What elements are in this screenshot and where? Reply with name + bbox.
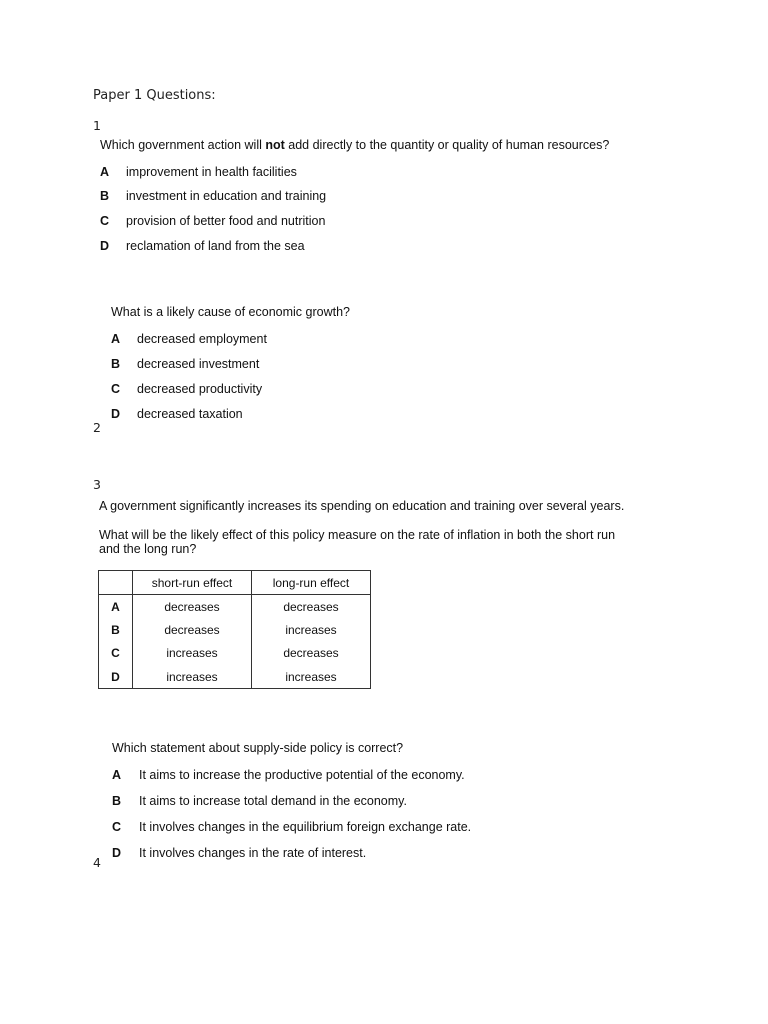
option-letter: C bbox=[112, 820, 122, 834]
option-letter: B bbox=[111, 357, 121, 371]
row-letter: D bbox=[99, 665, 133, 689]
effects-table bbox=[98, 570, 371, 689]
question-1-option-b bbox=[100, 189, 326, 203]
option-text: It aims to increase total demand in the economy. bbox=[139, 794, 407, 808]
question-4-option-b bbox=[112, 794, 407, 808]
question-4-option-a bbox=[112, 768, 465, 782]
table-header-row bbox=[99, 571, 371, 595]
table-header-short-run: short-run effect bbox=[133, 571, 252, 595]
option-text: It involves changes in the equilibrium foreign exchange rate. bbox=[139, 820, 472, 834]
table-header-long-run: long-run effect bbox=[252, 571, 371, 595]
option-letter: C bbox=[111, 382, 121, 396]
question-3-number: 3 bbox=[93, 477, 101, 492]
option-letter: C bbox=[100, 214, 110, 228]
option-text: provision of better food and nutrition bbox=[126, 214, 326, 228]
question-4-option-d bbox=[112, 846, 366, 860]
option-letter: D bbox=[100, 239, 110, 253]
row-long-run: increases bbox=[252, 618, 371, 642]
option-text: decreased investment bbox=[137, 357, 260, 371]
row-letter: C bbox=[99, 642, 133, 666]
question-2-option-a bbox=[111, 332, 267, 346]
row-long-run: decreases bbox=[252, 595, 371, 619]
option-text: improvement in health facilities bbox=[126, 165, 297, 179]
question-2-stem: What is a likely cause of economic growth? bbox=[111, 305, 350, 319]
question-1-option-d bbox=[100, 239, 305, 253]
question-1-option-c bbox=[100, 214, 325, 228]
row-letter: B bbox=[99, 618, 133, 642]
question-3-stem-line2b: and the long run? bbox=[99, 542, 197, 556]
table-row bbox=[99, 642, 371, 666]
option-letter: B bbox=[100, 189, 110, 203]
question-1-stem-bold: not bbox=[265, 138, 285, 152]
table-header-blank bbox=[99, 571, 133, 595]
question-4-stem: Which statement about supply-side policy is correct? bbox=[112, 741, 404, 755]
row-long-run: decreases bbox=[252, 642, 371, 666]
row-letter: A bbox=[99, 595, 133, 619]
row-short-run: increases bbox=[133, 642, 252, 666]
question-1-option-a bbox=[100, 165, 297, 179]
question-4-option-c bbox=[112, 820, 471, 834]
option-text: reclamation of land from the sea bbox=[126, 239, 305, 253]
question-1-stem bbox=[100, 138, 609, 152]
row-short-run: decreases bbox=[133, 618, 252, 642]
option-text: It aims to increase the productive potential of the economy. bbox=[139, 768, 465, 782]
option-letter: D bbox=[111, 407, 121, 421]
question-2-option-d bbox=[111, 407, 243, 421]
row-short-run: increases bbox=[133, 665, 252, 689]
option-text: decreased employment bbox=[137, 332, 267, 346]
question-2-option-c bbox=[111, 382, 262, 396]
option-letter: A bbox=[112, 768, 122, 782]
question-1-stem-part2: add directly to the quantity or quality of human resources? bbox=[284, 138, 610, 152]
option-text: decreased taxation bbox=[137, 407, 243, 421]
option-letter: D bbox=[112, 846, 122, 860]
table-row bbox=[99, 595, 371, 619]
option-letter: B bbox=[112, 794, 122, 808]
question-2-option-b bbox=[111, 357, 259, 371]
question-3-stem-line1: A government significantly increases its spending on education and training over several years. bbox=[99, 499, 625, 513]
page-heading: Paper 1 Questions: bbox=[93, 88, 216, 103]
question-4-number: 4 bbox=[93, 855, 101, 870]
question-3-stem-line2a: What will be the likely effect of this policy measure on the rate of inflation in both the short run bbox=[99, 528, 616, 542]
option-text: It involves changes in the rate of interest. bbox=[139, 846, 367, 860]
table-row bbox=[99, 618, 371, 642]
question-1-stem-part1: Which government action will bbox=[100, 138, 266, 152]
question-2-number: 2 bbox=[93, 420, 101, 435]
option-letter: A bbox=[111, 332, 121, 346]
row-long-run: increases bbox=[252, 665, 371, 689]
option-text: investment in education and training bbox=[126, 189, 327, 203]
option-letter: A bbox=[100, 165, 110, 179]
option-text: decreased productivity bbox=[137, 382, 263, 396]
table-row bbox=[99, 665, 371, 689]
row-short-run: decreases bbox=[133, 595, 252, 619]
question-1-number: 1 bbox=[93, 118, 101, 133]
